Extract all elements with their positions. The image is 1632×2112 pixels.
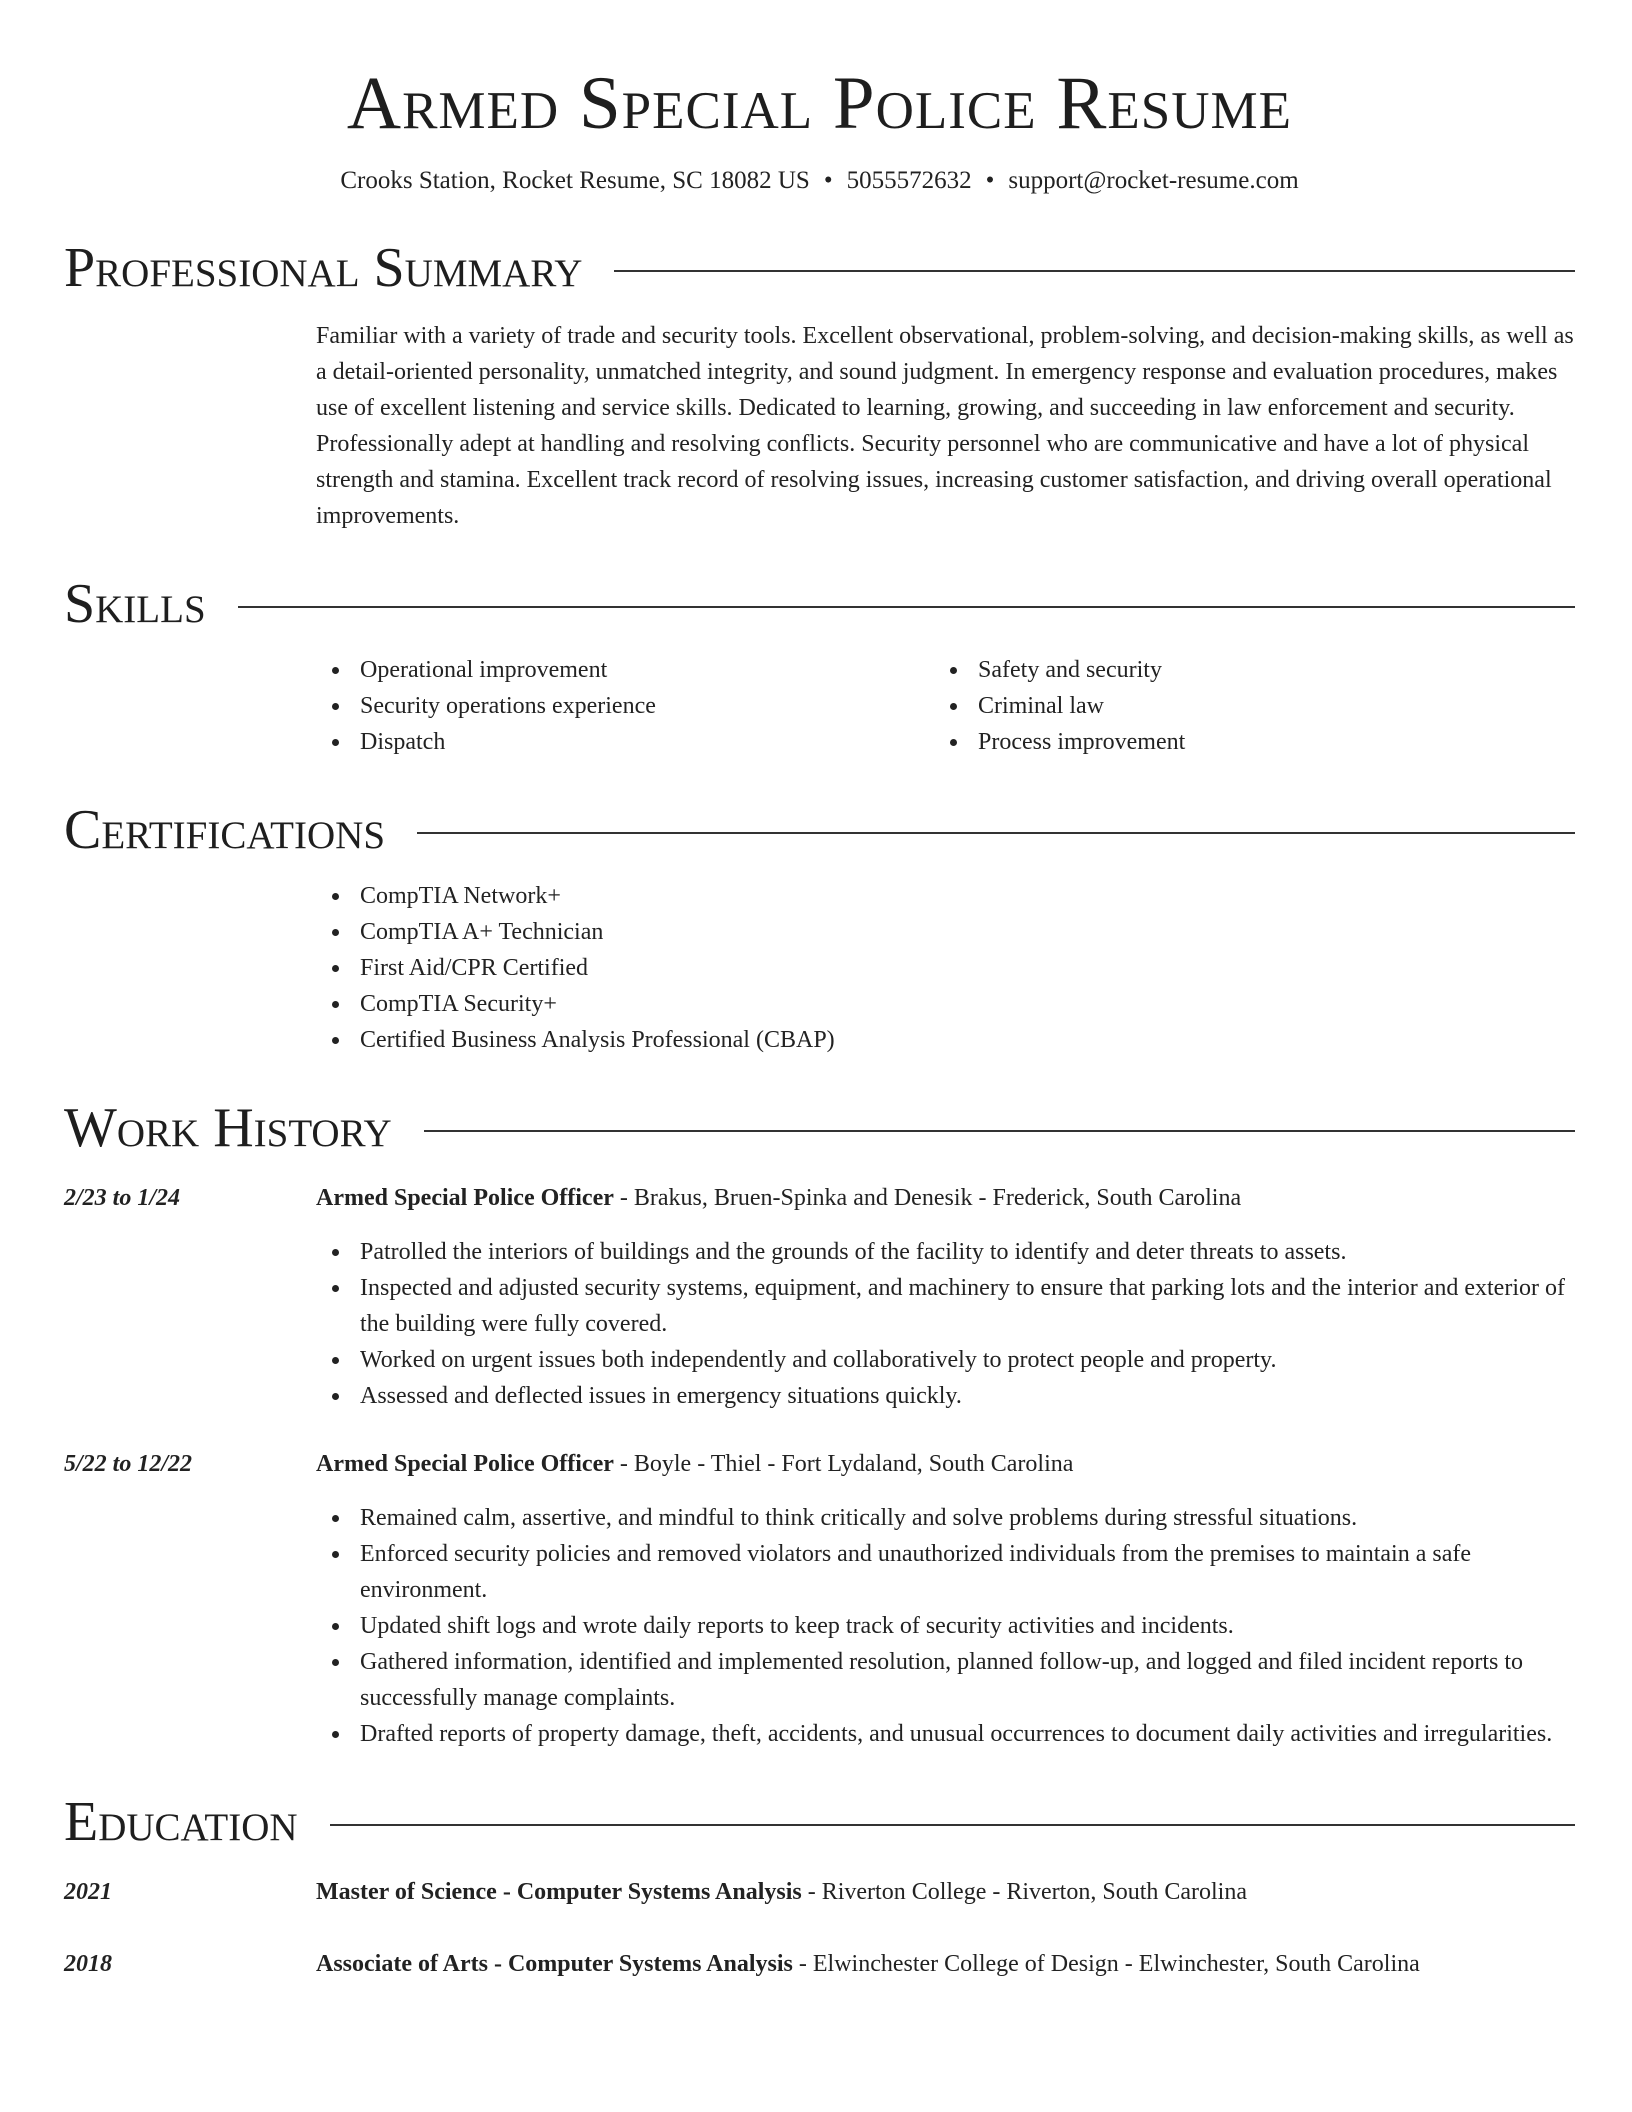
job-heading <box>316 1180 1575 1216</box>
education-year: 2018 <box>64 1951 112 1977</box>
section-divider <box>238 606 1575 608</box>
work-section-header <box>64 1096 1575 1160</box>
education-heading: Education <box>64 1791 298 1853</box>
education-year: 2021 <box>64 1879 112 1905</box>
resume-title: Armed Special Police Resume <box>346 62 1293 145</box>
certifications-list <box>316 878 1575 1058</box>
separator-bullet: • <box>985 167 995 194</box>
separator-bullet: • <box>823 167 833 194</box>
job-entry <box>64 1180 1575 1414</box>
skills-heading: Skills <box>64 573 206 635</box>
education-entry <box>64 1946 1575 1982</box>
skill-item: Safety and security <box>934 652 1552 688</box>
education-entry <box>64 1874 1575 1910</box>
skills-grid <box>316 652 1575 760</box>
job-dates: 5/22 to 12/22 <box>64 1451 193 1477</box>
education-degree: Associate of Arts - Computer Systems Analysis <box>316 1951 793 1977</box>
job-dates: 2/23 to 1/24 <box>64 1185 181 1211</box>
job-bullet: Gathered information, identified and implemented resolution, planned follow-up, and logged and filed incident reports to successfully manage complaints. <box>316 1644 1575 1716</box>
summary-section-header <box>64 236 1575 300</box>
email: support@rocket-resume.com <box>1008 167 1299 194</box>
work-heading: Work History <box>64 1097 392 1159</box>
job-entry <box>64 1446 1575 1752</box>
job-bullet: Patrolled the interiors of buildings and the grounds of the facility to identify and deter threats to assets. <box>316 1234 1575 1270</box>
education-school: - Elwinchester College of Design - Elwinchester, South Carolina <box>792 1951 1420 1977</box>
job-heading <box>316 1446 1575 1482</box>
certification-item: Certified Business Analysis Professional (CBAP) <box>316 1022 1575 1058</box>
phone: 5055572632 <box>846 167 972 194</box>
job-employer: - Brakus, Bruen-Spinka and Denesik - Frederick, South Carolina <box>613 1185 1242 1211</box>
summary-text: Familiar with a variety of trade and security tools. Excellent observational, problem-solving, and decision-making skills, as well as a detail-oriented personality, unmatched integrity, and sound judgment. In emergency response and evaluation procedures, makes use of excellent listening and service skills. Dedicated to learning, growing, and succeeding in law enforcement and security. Professionally adept at handling and resolving conflicts. Security personnel who are communicative and have a lot of physical strength and stamina. Excellent track record of resolving issues, increasing customer satisfaction, and driving overall operational improvements. <box>316 323 1574 529</box>
education-degree: Master of Science - Computer Systems Analysis <box>316 1879 802 1905</box>
certifications-section-header <box>64 798 1575 862</box>
address: Crooks Station, Rocket Resume, SC 18082 US <box>340 167 810 194</box>
section-divider <box>330 1824 1575 1826</box>
certification-item: CompTIA A+ Technician <box>316 914 1575 950</box>
section-divider <box>417 832 1575 834</box>
skills-section-header <box>64 572 1575 636</box>
job-title: Armed Special Police Officer <box>316 1451 614 1477</box>
job-bullet: Drafted reports of property damage, theft, accidents, and unusual occurrences to document daily activities and irregularities. <box>316 1716 1575 1752</box>
job-bullet: Updated shift logs and wrote daily reports to keep track of security activities and incidents. <box>316 1608 1575 1644</box>
certification-item: CompTIA Network+ <box>316 878 1575 914</box>
job-bullet: Remained calm, assertive, and mindful to think critically and solve problems during stressful situations. <box>316 1500 1575 1536</box>
contact-line <box>64 164 1575 198</box>
education-heading-line <box>316 1946 1575 1982</box>
job-bullet: Enforced security policies and removed violators and unauthorized individuals from the premises to maintain a safe environment. <box>316 1536 1575 1608</box>
skills-column-left <box>316 652 934 760</box>
job-title: Armed Special Police Officer <box>316 1185 614 1211</box>
skills-column-right <box>934 652 1552 760</box>
certification-item: CompTIA Security+ <box>316 986 1575 1022</box>
skill-item: Security operations experience <box>316 688 934 724</box>
job-bullets <box>316 1500 1575 1752</box>
certifications-heading: Certifications <box>64 799 386 861</box>
skill-item: Dispatch <box>316 724 934 760</box>
job-bullets <box>316 1234 1575 1414</box>
education-heading-line <box>316 1874 1575 1910</box>
job-bullet: Assessed and deflected issues in emergency situations quickly. <box>316 1378 1575 1414</box>
education-section-header <box>64 1790 1575 1854</box>
job-bullet: Worked on urgent issues both independently and collaboratively to protect people and property. <box>316 1342 1575 1378</box>
summary-heading: Professional Summary <box>64 237 583 299</box>
education-school: - Riverton College - Riverton, South Carolina <box>801 1879 1247 1905</box>
skill-item: Criminal law <box>934 688 1552 724</box>
skill-item: Operational improvement <box>316 652 934 688</box>
resume-page <box>64 0 1575 1982</box>
skill-item: Process improvement <box>934 724 1552 760</box>
job-employer: - Boyle - Thiel - Fort Lydaland, South Carolina <box>613 1451 1074 1477</box>
section-divider <box>424 1130 1575 1132</box>
certification-item: First Aid/CPR Certified <box>316 950 1575 986</box>
job-bullet: Inspected and adjusted security systems, equipment, and machinery to ensure that parking lots and the interior and exterior of the building were fully covered. <box>316 1270 1575 1342</box>
section-divider <box>614 270 1575 272</box>
